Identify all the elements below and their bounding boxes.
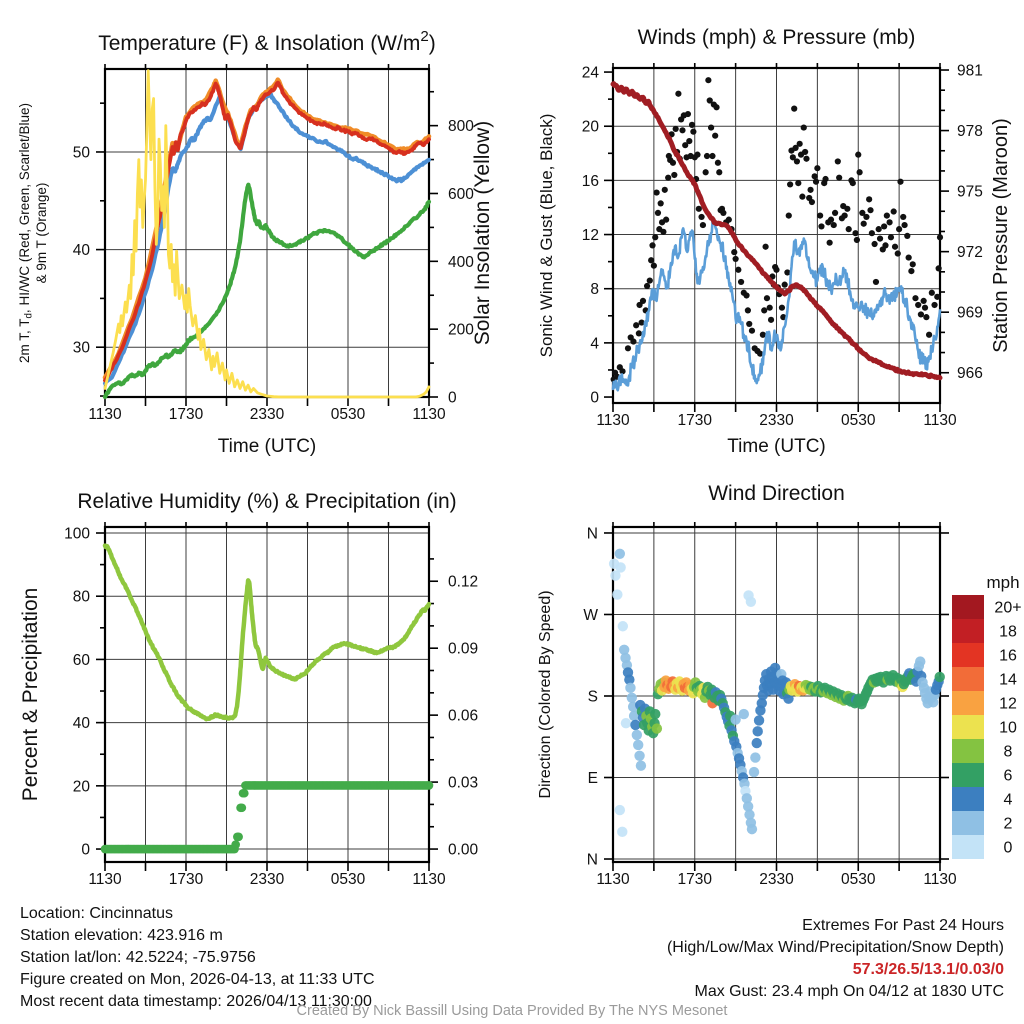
svg-text:0: 0 xyxy=(448,389,457,407)
svg-text:1130: 1130 xyxy=(923,871,957,888)
svg-text:1130: 1130 xyxy=(88,871,122,888)
svg-text:8: 8 xyxy=(1003,743,1013,761)
svg-text:16: 16 xyxy=(581,172,599,190)
svg-text:40: 40 xyxy=(72,715,90,733)
svg-text:200: 200 xyxy=(448,321,474,339)
svg-text:0530: 0530 xyxy=(330,871,366,888)
svg-text:966: 966 xyxy=(957,365,983,383)
location-line: Location: Cincinnatus xyxy=(20,905,173,922)
svg-text:mph: mph xyxy=(986,573,1020,592)
wind-direction-chart xyxy=(537,482,957,888)
humidity-precip-chart xyxy=(19,490,479,888)
svg-text:18: 18 xyxy=(999,623,1017,641)
svg-text:969: 969 xyxy=(957,304,983,322)
svg-text:2330: 2330 xyxy=(759,412,794,429)
svg-text:6: 6 xyxy=(1003,767,1013,785)
svg-text:2330: 2330 xyxy=(249,406,285,423)
svg-text:N: N xyxy=(586,851,598,869)
svg-text:30: 30 xyxy=(72,339,90,357)
speed-colorbar xyxy=(952,573,1022,859)
svg-text:1730: 1730 xyxy=(677,871,712,888)
svg-text:Solar Insolation (Yellow): Solar Insolation (Yellow) xyxy=(471,120,494,346)
svg-text:S: S xyxy=(587,688,598,706)
svg-text:0: 0 xyxy=(81,841,90,859)
svg-text:2330: 2330 xyxy=(249,871,285,888)
svg-text:1130: 1130 xyxy=(412,871,446,888)
svg-text:981: 981 xyxy=(957,62,983,80)
svg-text:16: 16 xyxy=(999,647,1017,665)
svg-text:0530: 0530 xyxy=(841,871,876,888)
svg-text:Relative Humidity (%) & Precip: Relative Humidity (%) & Precipitation (in) xyxy=(77,490,457,513)
svg-text:975: 975 xyxy=(957,183,983,201)
svg-text:Station Pressure (Maroon): Station Pressure (Maroon) xyxy=(990,118,1012,353)
svg-text:10: 10 xyxy=(999,719,1017,737)
svg-text:W: W xyxy=(583,606,598,624)
svg-text:400: 400 xyxy=(448,253,474,271)
data-timestamp-line: Most recent data timestamp: 2026/04/13 11:30:00 xyxy=(20,993,372,1010)
svg-text:Temperature (F) & Insolation (: Temperature (F) & Insolation $(W/m^2)$ xyxy=(98,28,436,55)
svg-text:24: 24 xyxy=(581,64,599,82)
svg-text:978: 978 xyxy=(957,123,983,141)
svg-text:14: 14 xyxy=(999,671,1017,689)
svg-text:0530: 0530 xyxy=(330,406,366,423)
svg-text:2m T, Td, HI/WC (Red, Green, S: 2m T, $T_d$, HI/WC (Red, Green, Scarlet/Blue) xyxy=(17,103,35,363)
svg-text:4: 4 xyxy=(1003,791,1013,809)
svg-text:Time (UTC): Time (UTC) xyxy=(217,436,317,457)
svg-text:2330: 2330 xyxy=(759,871,794,888)
svg-text:Wind Direction: Wind Direction xyxy=(708,482,845,505)
extremes-block xyxy=(667,915,1004,1003)
svg-text:0.03: 0.03 xyxy=(448,774,479,792)
svg-text:50: 50 xyxy=(72,144,90,162)
svg-text:8: 8 xyxy=(590,281,599,299)
elevation-line: Station elevation: 423.916 m xyxy=(20,927,223,944)
svg-text:1130: 1130 xyxy=(596,871,630,888)
svg-text:0: 0 xyxy=(1003,839,1013,857)
svg-text:& 9m T (Orange): & 9m T (Orange) xyxy=(34,182,49,284)
svg-text:E: E xyxy=(587,770,598,788)
svg-text:0.09: 0.09 xyxy=(448,640,479,658)
svg-text:1130: 1130 xyxy=(596,412,630,429)
svg-text:Time (UTC): Time (UTC) xyxy=(727,436,826,457)
extremes-subtitle: (High/Low/Max Wind/Precipitation/Snow Depth) xyxy=(666,939,1004,956)
svg-text:Sonic Wind & Gust (Blue, Black: Sonic Wind & Gust (Blue, Black) xyxy=(537,113,556,358)
svg-text:Winds (mph) & Pressure (mb): Winds (mph) & Pressure (mb) xyxy=(637,26,916,49)
svg-text:100: 100 xyxy=(64,525,90,543)
winds-pressure-chart xyxy=(537,26,1012,457)
svg-text:20: 20 xyxy=(581,118,599,136)
svg-text:4: 4 xyxy=(590,335,599,353)
svg-text:40: 40 xyxy=(72,242,90,260)
svg-text:1130: 1130 xyxy=(412,406,446,423)
svg-text:1130: 1130 xyxy=(923,412,957,429)
svg-text:12: 12 xyxy=(581,227,599,245)
svg-text:0.12: 0.12 xyxy=(448,573,479,591)
svg-text:0.06: 0.06 xyxy=(448,707,479,725)
figure-created-line: Figure created on Mon, 2026-04-13, at 11:33 UTC xyxy=(20,971,375,988)
svg-text:1730: 1730 xyxy=(168,871,204,888)
svg-text:2: 2 xyxy=(1003,815,1013,833)
svg-text:12: 12 xyxy=(999,695,1017,713)
svg-text:0.00: 0.00 xyxy=(448,841,479,859)
extremes-values: 57.3/26.5/13.1/0.03/0 xyxy=(852,961,1004,978)
svg-text:972: 972 xyxy=(957,244,983,262)
svg-text:20+: 20+ xyxy=(994,599,1022,617)
svg-text:N: N xyxy=(586,525,598,543)
svg-text:0530: 0530 xyxy=(841,412,876,429)
max-gust-line: Max Gust: 23.4 mph On 04/12 at 1830 UTC xyxy=(694,983,1004,1000)
svg-text:1130: 1130 xyxy=(88,406,122,423)
svg-text:0: 0 xyxy=(590,389,599,407)
svg-text:1730: 1730 xyxy=(168,406,204,423)
temperature-insolation-chart xyxy=(17,28,494,457)
credit-line: Created By Nick Bassill Using Data Provided By The NYS Mesonet xyxy=(296,1003,728,1019)
axis-labels xyxy=(19,490,479,888)
svg-text:60: 60 xyxy=(72,651,90,669)
svg-text:1730: 1730 xyxy=(677,412,712,429)
svg-text:Percent & Precipitation: Percent & Precipitation xyxy=(19,587,42,802)
latlon-line: Station lat/lon: 42.5224; -75.9756 xyxy=(20,949,256,966)
svg-text:800: 800 xyxy=(448,118,474,136)
svg-text:20: 20 xyxy=(72,778,90,796)
svg-text:80: 80 xyxy=(72,588,90,606)
extremes-title: Extremes For Past 24 Hours xyxy=(802,917,1004,934)
station-info-block xyxy=(20,903,375,1013)
svg-text:Direction (Colored By Speed): Direction (Colored By Speed) xyxy=(537,590,554,799)
svg-text:600: 600 xyxy=(448,185,474,203)
grid xyxy=(105,527,429,862)
